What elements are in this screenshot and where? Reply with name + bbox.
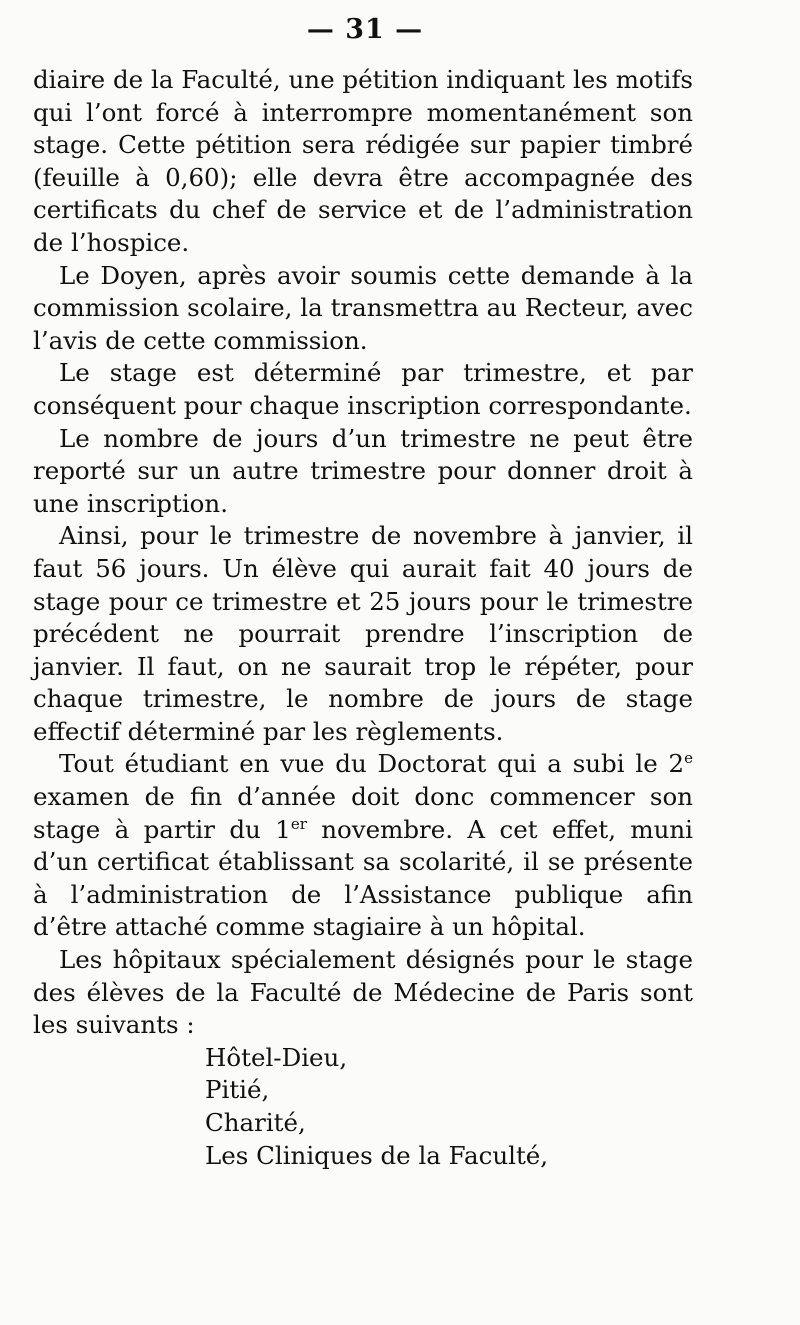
ordinal-first-suffix: er (290, 814, 307, 833)
hospital-item: Hôtel-Dieu, (205, 1042, 348, 1072)
hospital-item: Pitié, (205, 1075, 270, 1105)
body-text (33, 64, 693, 1172)
paragraph-petition: diaire de la Faculté, une pétition indiquant les motifs qui l’ont forcé à interrompre momentanément son stage. Cette pétition sera rédigée sur papier timbré (feuille à 0,60); elle devra être accompagnée des certificats du chef de service et de l’administration de l’hospice. (33, 65, 693, 257)
paragraph-stage-trimestre: Le stage est déterminé par trimestre, et par conséquent pour chaque inscription correspondante. (33, 358, 693, 420)
ordinal-first-number: 1 (275, 814, 291, 844)
doctorat-text-middle: examen de fin d’année doit donc commencer son stage à partir du (33, 782, 693, 844)
doctorat-text-before: Tout étudiant en vue du Doctorat qui a subi le (59, 749, 669, 779)
page-number: — 31 — (306, 14, 424, 45)
paragraph-doctorat (33, 748, 693, 944)
doctorat-text-after: novembre. A cet effet, muni d’un certificat établissant sa scolarité, il se présente à l’administration de l’Assistance publique afin d’être attaché comme stagiaire à un hôpital. (33, 814, 693, 942)
hospital-item: Charité, (205, 1108, 306, 1137)
paragraph-exemple-novembre: Ainsi, pour le trimestre de novembre à janvier, il faut 56 jours. Un élève qui aurait fait 40 jours de stage pour ce trimestre et 25 jours pour le trimestre précédent ne pourrait prendre l’inscription de janvier. Il faut, on ne saurait trop le répéter, pour chaque trimestre, le nombre de jours de stage effectif déterminé par les règlements. (33, 521, 693, 746)
paragraph-hopitaux: Les hôpitaux spécialement désignés pour le stage des élèves de la Faculté de Médecine de Paris sont les suivants : (33, 945, 693, 1040)
hospital-list (33, 1042, 693, 1172)
ordinal-second-suffix: e (684, 749, 693, 768)
hospital-item: Les Cliniques de la Faculté, (205, 1140, 549, 1170)
paragraph-nombre-jours: Le nombre de jours d’un trimestre ne peut être reporté sur un autre trimestre pour donner droit à une inscription. (33, 423, 693, 518)
paragraph-doyen: Le Doyen, après avoir soumis cette demande à la commission scolaire, la transmettra au Recteur, avec l’avis de cette commission. (33, 260, 693, 355)
ordinal-second-number: 2 (668, 749, 685, 779)
